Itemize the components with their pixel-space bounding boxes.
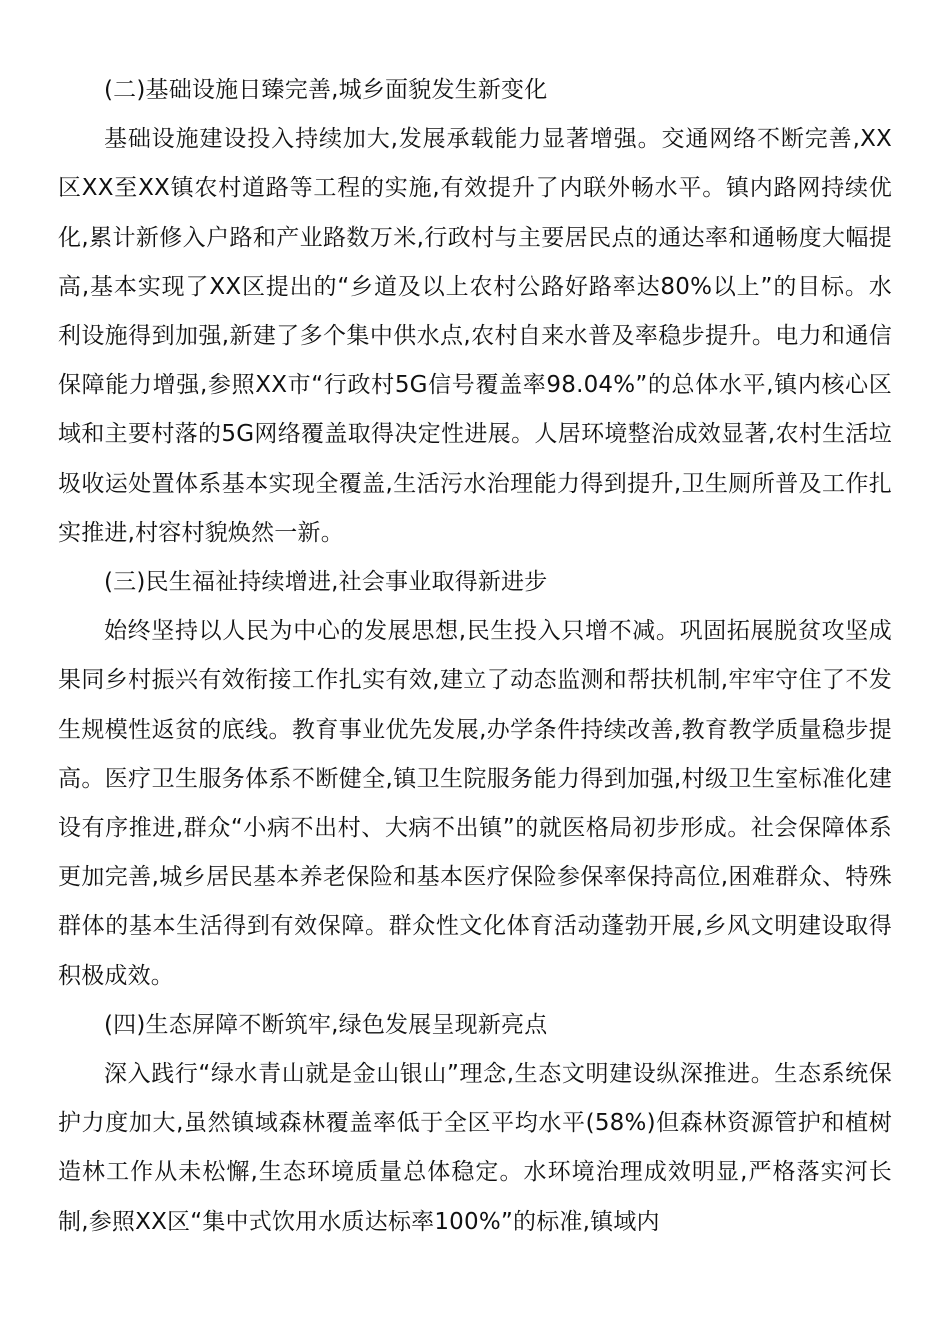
document-body — [58, 66, 892, 1247]
section-heading-3: (三)民生福祉持续增进,社会事业取得新进步 — [104, 569, 548, 596]
section-paragraph-2: 基础设施建设投入持续加大,发展承载能力显著增强。交通网络不断完善,XX区XX至XX镇农村道路等工程的实施,有效提升了内联外畅水平。镇内路网持续优化,累计新修入户路和产业路数万米,行政村与主要居民点的通达率和通畅度大幅提高,基本实现了XX区提出的“乡道及以上农村公路好路率达80%以上”的目标。水利设施得到加强,新建了多个集中供水点,农村自来水普及率稳步提升。电力和通信保障能力增强,参照XX市“行政村5G信号覆盖率98.04%”的总体水平,镇内核心区域和主要村落的5G网络覆盖取得决定性进展。人居环境整治成效显著,农村生活垃圾收运处置体系基本实现全覆盖,生活污水治理能力得到提升,卫生厕所普及工作扎实推进,村容村貌焕然一新。 — [58, 126, 892, 546]
section-paragraph-4: 深入践行“绿水青山就是金山银山”理念,生态文明建设纵深推进。生态系统保护力度加大,虽然镇域森林覆盖率低于全区平均水平(58%)但森林资源管护和植树造林工作从未松懈,生态环境质量总体稳定。水环境治理成效明显,严格落实河长制,参照XX区“集中式饮用水质达标率100%”的标准,镇域内 — [58, 1061, 892, 1235]
section-heading-4: (四)生态屏障不断筑牢,绿色发展呈现新亮点 — [104, 1011, 548, 1038]
section-paragraph-3: 始终坚持以人民为中心的发展思想,民生投入只增不减。巩固拓展脱贫攻坚成果同乡村振兴有效衔接工作扎实有效,建立了动态监测和帮扶机制,牢牢守住了不发生规模性返贫的底线。教育事业优先发展,办学条件持续改善,教育教学质量稳步提高。医疗卫生服务体系不断健全,镇卫生院服务能力得到加强,村级卫生室标准化建设有序推进,群众“小病不出村、大病不出镇”的就医格局初步形成。社会保障体系更加完善,城乡居民基本养老保险和基本医疗保险参保率保持高位,困难群众、特殊群体的基本生活得到有效保障。群众性文化体育活动蓬勃开展,乡风文明建设取得积极成效。 — [58, 618, 892, 989]
section-heading-2: (二)基础设施日臻完善,城乡面貌发生新变化 — [104, 77, 548, 103]
